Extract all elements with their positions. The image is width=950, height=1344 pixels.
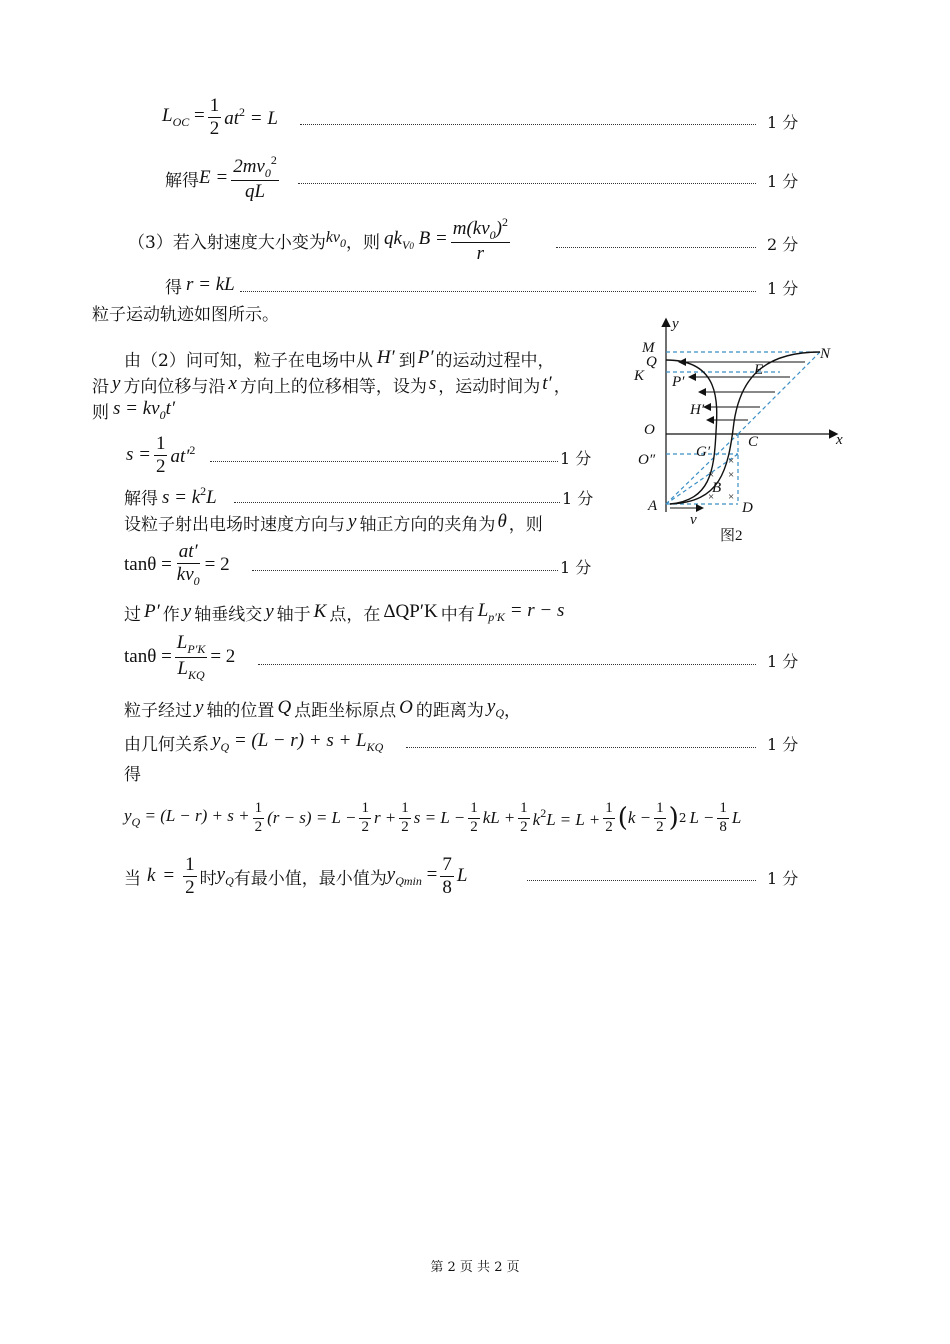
label-O2: O″ [638, 452, 656, 468]
label-K: K [634, 368, 645, 384]
eq-line-16: 当 k = $\frac{1}{2}$ 时 $y_Q$ 有最小值，最小值为 $y_{Qmin}$ = $\frac{7}{8}$ L [124, 853, 468, 898]
fraction: $\frac{m(kv_0)^2}{r}$ [452, 214, 508, 265]
score: 1 分 [767, 113, 799, 132]
svg-text:×: × [728, 469, 735, 481]
leader-dots [258, 664, 756, 665]
leader-dots [298, 183, 756, 184]
math: $L_{OC}$ = [162, 104, 205, 129]
label-M: M [642, 340, 655, 356]
eq-line-1: $L_{OC}$ = $\frac{1}{2}$ $at^2 = L$ [162, 94, 278, 139]
leader-dots [527, 880, 756, 881]
score: 2 分 [767, 235, 799, 254]
page-footer: 第 2 页 共 2 页 [430, 1260, 520, 1275]
eq-line-2: 解得 E = $\frac{2mv_0^2}{qL}$ [165, 152, 277, 203]
score: 1 分 [767, 652, 799, 671]
figure-2 [630, 312, 860, 552]
leader-dots [210, 461, 558, 462]
label-P: P′ [672, 374, 685, 390]
score: 1 分 [767, 735, 799, 754]
svg-text:×: × [728, 455, 735, 467]
label-N: N [820, 346, 831, 362]
label-y: y [672, 316, 679, 332]
svg-text:×: × [708, 491, 715, 503]
leader-dots [406, 747, 756, 748]
label-G: G′ [696, 444, 711, 460]
text-line: 设粒子射出电场时速度方向与 y 轴正方向的夹角为 θ ，则 [124, 511, 543, 535]
score: 1 分 [562, 489, 594, 508]
svg-text:×: × [708, 469, 715, 481]
eq-line-9: tanθ = $\frac{at'}{kv_0}$ = 2 [124, 541, 230, 589]
score: 1 分 [560, 558, 592, 577]
eq-line-13: 由几何关系 $y_Q = (L - r) + s + L_{KQ}$ [124, 729, 384, 755]
text-line: 由（2）问可知，粒子在电场中从 H′ 到 P′ 的运动过程中， [124, 347, 555, 371]
label-O: O [644, 422, 655, 438]
eq-line-6: s = $\frac{1}{2}$ $at'^2$ [126, 432, 196, 477]
label-B: B [712, 480, 722, 496]
text-line: 粒子经过 y 轴的位置 Q 点距坐标原点 O 的距离为 $y_Q$ ， [124, 695, 522, 721]
score: 1 分 [767, 172, 799, 191]
label-H: H′ [690, 402, 705, 418]
label-A: A [648, 498, 658, 514]
trajectory-1 [670, 352, 820, 504]
eq-line-15: $y_Q = (L - r) + s$ + $\frac{1}{2}$ (r − s) = L − $\frac{1}{2}$ r + $\frac{1}{2}$ s = L − $\frac{1}{2}$ kL + $\frac{1}{2}$ $k^2L = L$ + $\frac{1}{2}$ ( k − $\frac{1}{2}$ ) 2 L − $\frac{1}{8}$ L [124, 799, 742, 835]
score: 1 分 [767, 279, 799, 298]
leader-dots [252, 570, 558, 571]
text-line: 则 $s = kv_0t'$ [92, 397, 176, 423]
text-line: 沿 y 方向位移与沿 x 方向上的位移相等，设为 s ，运动时间为 t′ ， [92, 373, 571, 397]
text-line: 得 [124, 764, 141, 785]
label-C: C [748, 434, 759, 450]
construction-lines [666, 352, 820, 504]
figure-caption: 图2 [720, 528, 743, 544]
fraction: $\frac{2mv_0^2}{qL}$ [233, 152, 277, 203]
label-E: E [754, 362, 764, 378]
label-v: v [690, 512, 697, 528]
leader-dots [300, 124, 756, 125]
label-x: x [836, 432, 843, 448]
score: 1 分 [560, 449, 592, 468]
label-D: D [742, 500, 753, 516]
fraction: $\frac{1}{2}$ [209, 94, 220, 139]
eq-line-3: （3）若入射速度大小变为 $kv_0$ ，则 $qk_{V0}$ B = $\frac{m(kv_0)^2}{r}$ [128, 214, 508, 265]
leader-dots [240, 291, 756, 292]
eq-line-4: 得 r = kL [165, 274, 235, 298]
score: 1 分 [767, 869, 799, 888]
eq-line-11: tanθ = $\frac{L_{P'K}}{L_{KQ}}$ = 2 [124, 631, 236, 682]
label-Q: Q [646, 354, 657, 370]
eq-line-7: 解得 $s = k^2L$ [124, 483, 217, 509]
svg-text:×: × [728, 491, 735, 503]
leader-dots [556, 247, 756, 248]
text-line: 过 P′ 作 y 轴垂线交 y 轴于 K 点，在 ΔQP′K 中有 $L_{p'K} = r - s$ [124, 599, 565, 625]
text-line: 粒子运动轨迹如图所示。 [92, 304, 279, 325]
